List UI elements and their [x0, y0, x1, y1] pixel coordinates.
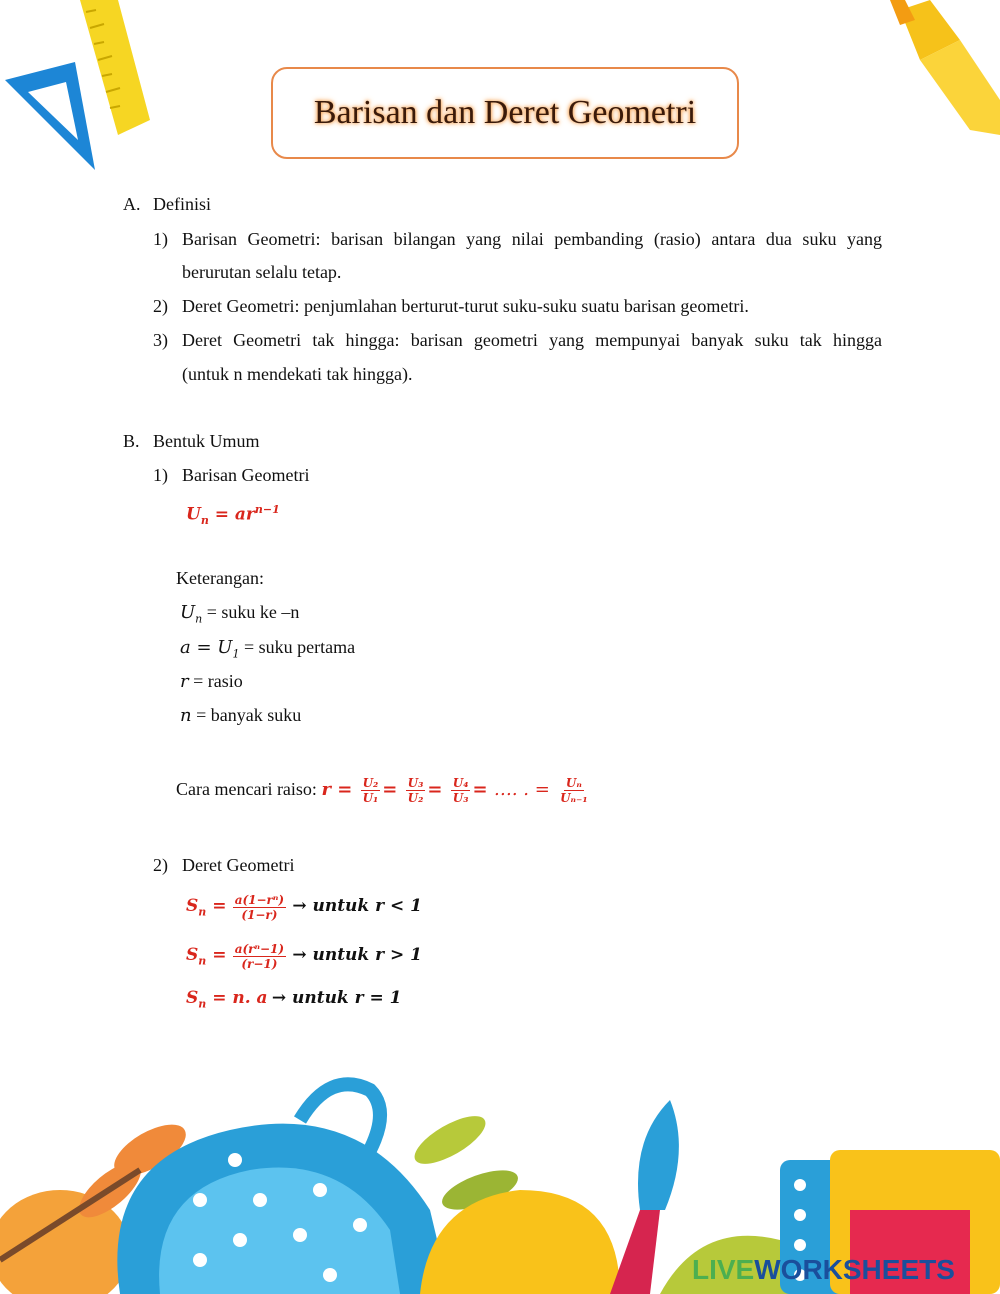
sn-formula-r-equal-1: $S_n = n$. a → untuk r = 1: [186, 988, 402, 1011]
liveworksheets-logo: LIVEWORKSHEETS: [692, 1254, 955, 1285]
set-square-ruler-decoration: [0, 0, 160, 180]
deret-heading: Deret Geometri: [182, 855, 295, 875]
section-b-marker: B.: [123, 431, 140, 451]
un-formula: $U_n = ar^{n-1}$: [186, 503, 280, 528]
sn-formula-r-less-1: $S_n$ = $\frac{\text{a(1−rⁿ)}}{(1-r)}$ → untuk r < 1: [186, 892, 422, 922]
page-title: Barisan dan Deret Geometri: [313, 94, 697, 131]
deret-number: 2): [153, 855, 168, 875]
title-box: [271, 67, 739, 159]
barisan-heading: Barisan Geometri: [182, 465, 310, 485]
barisan-number: 1): [153, 465, 168, 485]
def-2-number: 2): [153, 296, 168, 316]
def-2-line1: Deret Geometri: penjumlahan berturut-turut suku-suku suatu barisan geometri.: [182, 296, 749, 316]
section-a-marker: A.: [123, 194, 141, 214]
section-a-heading: Definisi: [153, 194, 211, 214]
keterangan-a: $a = U_1$ = suku pertama: [180, 637, 356, 661]
def-1-line2: berurutan selalu tetap.: [182, 262, 342, 282]
section-b-heading: Bentuk Umum: [153, 431, 260, 451]
keterangan-n: n = banyak suku: [180, 705, 302, 726]
rasio-label: Cara mencari raiso:: [176, 779, 322, 799]
keterangan-r: r = rasio: [180, 671, 243, 692]
def-3-number: 3): [153, 330, 168, 350]
keterangan-un: $U_n$ = suku ke –n: [180, 602, 300, 626]
def-1-line1: Barisan Geometri: barisan bilangan yang nilai pembanding (rasio) antara dua suku yang: [182, 229, 882, 249]
def-3-line1: Deret Geometri tak hingga: barisan geometri yang mempunyai banyak suku tak hingga: [182, 330, 882, 350]
highlighter-decoration: [880, 0, 1000, 140]
sn-formula-r-greater-1: $S_n$ = $\frac{\text{a(rⁿ−1)}}{(r-1)}$ → untuk r > 1: [186, 941, 422, 971]
def-1-number: 1): [153, 229, 168, 249]
keterangan-label: Keterangan:: [176, 568, 264, 588]
rasio-line: [176, 770, 592, 809]
def-3-line2: (untuk n mendekati tak hingga).: [182, 364, 413, 384]
rasio-formula: r = $\frac{\text{U₂}}{\text{U₁}}$ = $\frac{\text{U₃}}{\text{U₂}}$ = $\frac{\text{U₄}}{\text{U₃}}$ = …. . = $\frac{\text{Uₙ}}{\text{Uₙ₋₁}}$: [321, 775, 588, 805]
